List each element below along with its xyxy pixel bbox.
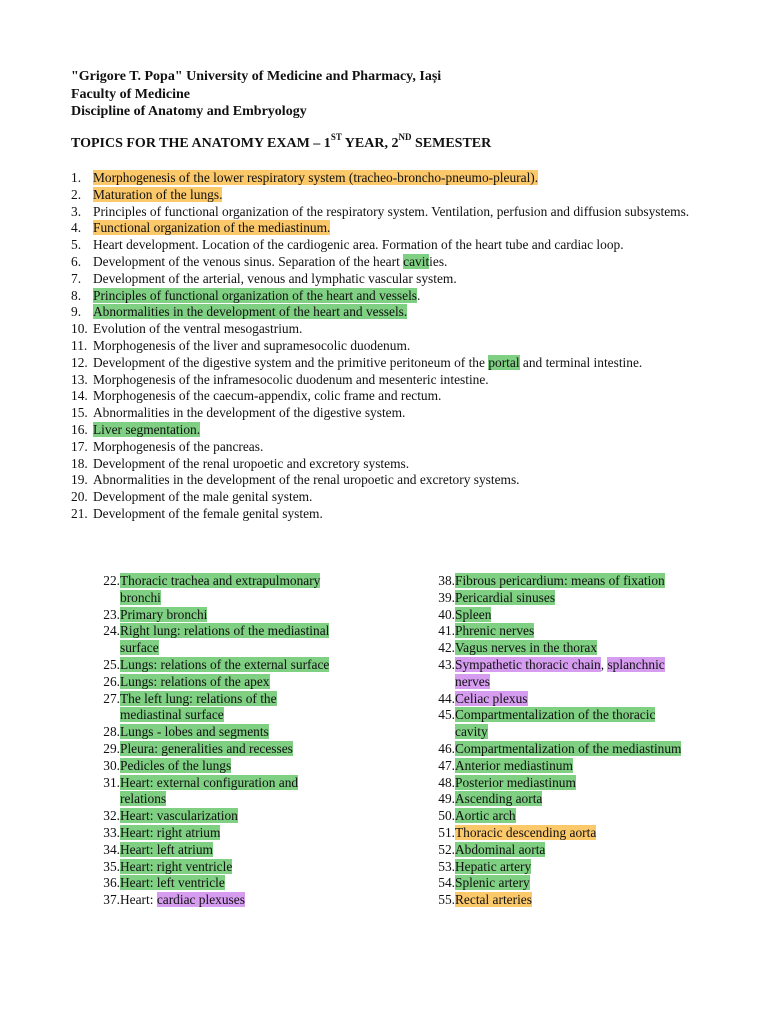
highlighted-text: Abdominal aorta: [455, 841, 546, 857]
highlighted-text: Phrenic nerves: [455, 623, 535, 639]
topic-text: [455, 775, 685, 792]
topic-text-part: Development of the female genital system.: [93, 505, 323, 521]
topic-text: [120, 875, 335, 892]
topic-text: [93, 456, 721, 473]
title-part: SEMESTER: [411, 136, 492, 151]
topic-number: 4.: [71, 220, 82, 236]
topic-item: [71, 254, 721, 271]
topic-number: 41.: [438, 623, 455, 639]
topic-number: 51.: [438, 824, 455, 840]
topic-item: [71, 321, 721, 338]
topic-item: [93, 758, 393, 775]
topic-number: 21.: [71, 505, 88, 521]
topic-number: 39.: [438, 589, 455, 605]
topic-text: [455, 741, 685, 758]
university-name: "Grigore T. Popa" University of Medicine and Pharmacy, Iași: [71, 69, 442, 84]
highlighted-text: Fibrous pericardium: means of fixation: [455, 573, 665, 588]
highlighted-text: splanchnic nerves: [455, 656, 665, 689]
highlighted-text: Principles of functional organization of the heart and vessels: [93, 287, 418, 303]
topic-item: [428, 859, 728, 876]
topic-item: [71, 456, 721, 473]
topic-text: [120, 724, 335, 741]
highlighted-text: Lungs: relations of the apex: [120, 673, 270, 689]
highlighted-text: Ascending aorta: [455, 791, 543, 807]
topics-left-column: [93, 573, 393, 909]
topic-item: [428, 758, 728, 775]
topic-text: [120, 775, 335, 809]
topic-text: [455, 590, 685, 607]
topic-text: [455, 640, 685, 657]
topic-text-part: Development of the venous sinus. Separation of the heart: [93, 253, 404, 269]
topic-item: [93, 691, 393, 725]
highlighted-text: Sympathetic thoracic chain: [455, 656, 601, 672]
topic-item: [93, 875, 393, 892]
topic-text: [455, 758, 685, 775]
topic-item: [428, 892, 728, 909]
topic-item: [93, 825, 393, 842]
topic-number: 23.: [103, 606, 120, 622]
highlighted-text: Compartmentalization of the thoracic cavity: [455, 707, 656, 740]
topic-text-part: and terminal intestine.: [519, 354, 643, 370]
highlighted-text: Heart: left ventricle: [120, 875, 225, 891]
topic-text: [93, 220, 721, 237]
topic-number: 12.: [71, 354, 88, 370]
topic-text-part: Development of the digestive system and the primitive peritoneum of the: [93, 354, 489, 370]
highlighted-text: cavit: [403, 253, 430, 269]
topic-item: [93, 724, 393, 741]
topic-text: [455, 808, 685, 825]
topic-text-part: Morphogenesis of the pancreas.: [93, 438, 264, 454]
topic-item: [93, 607, 393, 624]
highlighted-text: Compartmentalization of the mediastinum: [455, 740, 682, 756]
title-superscript: ND: [398, 132, 412, 143]
topic-item: [428, 573, 728, 590]
topic-text: [120, 825, 335, 842]
title-part: YEAR, 2: [341, 136, 399, 151]
topic-number: 10.: [71, 321, 88, 337]
topic-item: [428, 707, 728, 741]
highlighted-text: Functional organization of the mediastinum.: [93, 220, 331, 236]
highlighted-text: Splenic artery: [455, 875, 530, 891]
topic-text: [120, 607, 335, 624]
topic-item: [93, 674, 393, 691]
topic-number: 47.: [438, 757, 455, 773]
topic-number: 50.: [438, 808, 455, 824]
topic-text: [93, 489, 721, 506]
topic-text: [455, 607, 685, 624]
topic-item: [428, 657, 728, 691]
topic-number: 35.: [103, 858, 120, 874]
title-superscript: ST: [330, 132, 342, 143]
topic-text: [455, 707, 685, 741]
topic-item: [428, 825, 728, 842]
highlighted-text: Thoracic trachea and extrapulmonary bronchi: [120, 573, 321, 605]
topic-number: 28.: [103, 724, 120, 740]
topic-text: [93, 254, 721, 271]
topic-text: [120, 892, 335, 909]
topic-text-part: Morphogenesis of the liver and supramesocolic duodenum.: [93, 337, 411, 353]
topic-item: [93, 657, 393, 674]
topic-text: [93, 506, 721, 523]
topic-text: [120, 623, 335, 657]
topic-text-part: Principles of functional organization of the respiratory system. Ventilation, perfusion and diffusion subsystems.: [93, 203, 690, 219]
topic-number: 30.: [103, 757, 120, 773]
topic-text: [455, 825, 685, 842]
topic-text-part: Morphogenesis of the caecum-appendix, colic frame and rectum.: [93, 388, 442, 404]
topic-item: [71, 237, 721, 254]
highlighted-text: Aortic arch: [455, 808, 516, 824]
topic-number: 52.: [438, 841, 455, 857]
document-header: [71, 68, 441, 121]
topic-text-part: ies.: [429, 253, 448, 269]
topic-number: 49.: [438, 791, 455, 807]
topic-text: [120, 573, 335, 607]
highlighted-text: Heart: left atrium: [120, 841, 213, 857]
highlighted-text: portal: [488, 354, 520, 370]
topic-item: [93, 775, 393, 809]
highlighted-text: Right lung: relations of the mediastinal surface: [120, 623, 330, 656]
topic-text: [93, 338, 721, 355]
topic-text: [120, 741, 335, 758]
topic-number: 44.: [438, 690, 455, 706]
topic-item: [428, 640, 728, 657]
topic-text-part: Morphogenesis of the inframesocolic duodenum and mesenteric intestine.: [93, 371, 489, 387]
topic-item: [71, 271, 721, 288]
highlighted-text: Liver segmentation.: [93, 421, 201, 437]
topic-item: [71, 355, 721, 372]
topic-item: [428, 791, 728, 808]
topic-number: 13.: [71, 371, 88, 387]
highlighted-text: Posterior mediastinum: [455, 774, 576, 790]
highlighted-text: Heart: vascularization: [120, 808, 238, 824]
topic-number: 16.: [71, 421, 88, 437]
highlighted-text: Anterior mediastinum: [455, 757, 573, 773]
topic-item: [71, 187, 721, 204]
topic-number: 24.: [103, 623, 120, 639]
topic-text: [93, 271, 721, 288]
topic-item: [428, 775, 728, 792]
topic-item: [71, 506, 721, 523]
topic-text-part: Development of the renal uropoetic and excretory systems.: [93, 455, 410, 471]
highlighted-text: Heart: external configuration and relations: [120, 774, 299, 807]
topic-item: [428, 590, 728, 607]
topic-text: [93, 355, 721, 372]
topic-item: [93, 623, 393, 657]
topic-item: [428, 691, 728, 708]
topic-text-part: Heart:: [120, 892, 157, 908]
highlighted-text: The left lung: relations of the mediastinal surface: [120, 690, 277, 723]
topic-text: [93, 237, 721, 254]
topic-item: [71, 220, 721, 237]
topic-item: [93, 741, 393, 758]
topic-text: [93, 405, 721, 422]
topic-text: [455, 623, 685, 640]
topic-text: [93, 170, 721, 187]
topic-number: 15.: [71, 405, 88, 421]
topic-number: 32.: [103, 808, 120, 824]
topic-number: 19.: [71, 472, 88, 488]
topic-text: [455, 859, 685, 876]
topic-text: [455, 657, 685, 691]
topic-number: 2.: [71, 186, 82, 202]
highlighted-text: Rectal arteries: [455, 892, 532, 908]
highlighted-text: Celiac plexus: [455, 690, 528, 706]
topic-item: [71, 304, 721, 321]
highlighted-text: Heart: right ventricle: [120, 858, 233, 874]
page-title: [71, 132, 492, 152]
topic-number: 20.: [71, 489, 88, 505]
topic-item: [71, 338, 721, 355]
topic-number: 26.: [103, 673, 120, 689]
topic-item: [428, 623, 728, 640]
highlighted-text: Morphogenesis of the lower respiratory system (tracheo-broncho-pneumo-pleural).: [93, 170, 539, 185]
topic-number: 29.: [103, 740, 120, 756]
topic-text: [120, 808, 335, 825]
topic-item: [71, 170, 721, 187]
topic-text: [120, 674, 335, 691]
highlighted-text: Hepatic artery: [455, 858, 532, 874]
topic-number: 1.: [71, 170, 82, 185]
topic-text: [120, 657, 335, 674]
topic-text: [93, 204, 721, 221]
topic-number: 34.: [103, 841, 120, 857]
topic-item: [71, 489, 721, 506]
highlighted-text: Pedicles of the lungs: [120, 757, 232, 773]
topic-text: [93, 472, 721, 489]
highlighted-text: Spleen: [455, 606, 492, 622]
topic-text: [455, 691, 685, 708]
topic-item: [71, 372, 721, 389]
topic-text: [120, 859, 335, 876]
topic-text: [93, 439, 721, 456]
topic-item: [428, 875, 728, 892]
topic-number: 17.: [71, 438, 88, 454]
topic-number: 37.: [103, 892, 120, 908]
topic-item: [71, 439, 721, 456]
topic-number: 11.: [71, 337, 88, 353]
highlighted-text: cardiac plexuses: [156, 892, 245, 908]
topic-text-part: .: [417, 287, 421, 303]
topic-text-part: ,: [600, 656, 608, 672]
topic-number: 55.: [438, 892, 455, 908]
topic-item: [428, 808, 728, 825]
topic-text: [93, 422, 721, 439]
faculty-name: Faculty of Medicine: [71, 86, 190, 102]
topic-text: [455, 842, 685, 859]
topic-item: [428, 842, 728, 859]
title-part: TOPICS FOR THE ANATOMY EXAM – 1: [71, 136, 331, 151]
topic-item: [93, 842, 393, 859]
topic-text: [93, 187, 721, 204]
topic-text: [455, 573, 685, 590]
topic-number: 54.: [438, 875, 455, 891]
topic-item: [71, 204, 721, 221]
topic-text-part: Abnormalities in the development of the renal uropoetic and excretory systems.: [93, 472, 520, 488]
topic-item: [93, 892, 393, 909]
topic-number: 25.: [103, 656, 120, 672]
topic-text: [93, 388, 721, 405]
topic-number: 33.: [103, 824, 120, 840]
topic-text-part: Development of the arterial, venous and lymphatic vascular system.: [93, 270, 457, 286]
topic-text: [93, 288, 721, 305]
topic-number: 6.: [71, 253, 82, 269]
topic-item: [93, 808, 393, 825]
highlighted-text: Abnormalities in the development of the heart and vessels.: [93, 304, 408, 320]
topic-number: 46.: [438, 740, 455, 756]
topic-number: 27.: [103, 690, 120, 706]
topic-text-part: Development of the male genital system.: [93, 489, 313, 505]
topic-number: 40.: [438, 606, 455, 622]
topic-number: 43.: [438, 656, 455, 672]
highlighted-text: Vagus nerves in the thorax: [455, 640, 598, 656]
topic-item: [93, 859, 393, 876]
topic-text: [120, 842, 335, 859]
topic-item: [93, 573, 393, 607]
highlighted-text: Lungs - lobes and segments: [120, 724, 269, 740]
topic-number: 9.: [71, 304, 82, 320]
topic-item: [428, 741, 728, 758]
topic-number: 38.: [438, 573, 455, 588]
topics-right-column: [428, 573, 728, 909]
topic-item: [71, 405, 721, 422]
topic-number: 48.: [438, 774, 455, 790]
topic-item: [71, 388, 721, 405]
topic-text: [455, 875, 685, 892]
topic-item: [428, 607, 728, 624]
topic-number: 42.: [438, 640, 455, 656]
topic-text: [455, 791, 685, 808]
topic-text: [93, 372, 721, 389]
topic-number: 18.: [71, 455, 88, 471]
topic-text-part: Evolution of the ventral mesogastrium.: [93, 321, 303, 337]
highlighted-text: Maturation of the lungs.: [93, 186, 223, 202]
highlighted-text: Lungs: relations of the external surface: [120, 656, 330, 672]
topics-list: [71, 170, 721, 523]
topic-text-part: Heart development. Location of the cardiogenic area. Formation of the heart tube and cardiac loop.: [93, 237, 624, 253]
topic-item: [71, 288, 721, 305]
topic-text: [120, 758, 335, 775]
topic-number: 31.: [103, 774, 120, 790]
topic-text: [93, 304, 721, 321]
highlighted-text: Pericardial sinuses: [455, 589, 556, 605]
topic-number: 7.: [71, 270, 82, 286]
topic-number: 3.: [71, 203, 82, 219]
topic-number: 8.: [71, 287, 82, 303]
topic-number: 14.: [71, 388, 88, 404]
topic-text: [455, 892, 685, 909]
topic-number: 53.: [438, 858, 455, 874]
topic-number: 5.: [71, 237, 82, 253]
topic-number: 22.: [103, 573, 120, 588]
highlighted-text: Heart: right atrium: [120, 824, 221, 840]
topic-text-part: Abnormalities in the development of the digestive system.: [93, 405, 406, 421]
discipline-name: Discipline of Anatomy and Embryology: [71, 104, 307, 119]
topic-number: 36.: [103, 875, 120, 891]
topic-number: 45.: [438, 707, 455, 723]
topic-item: [71, 422, 721, 439]
highlighted-text: Primary bronchi: [120, 606, 208, 622]
topic-item: [71, 472, 721, 489]
highlighted-text: Thoracic descending aorta: [455, 824, 597, 840]
highlighted-text: Pleura: generalities and recesses: [120, 740, 293, 756]
topic-text: [120, 691, 335, 725]
topic-text: [93, 321, 721, 338]
